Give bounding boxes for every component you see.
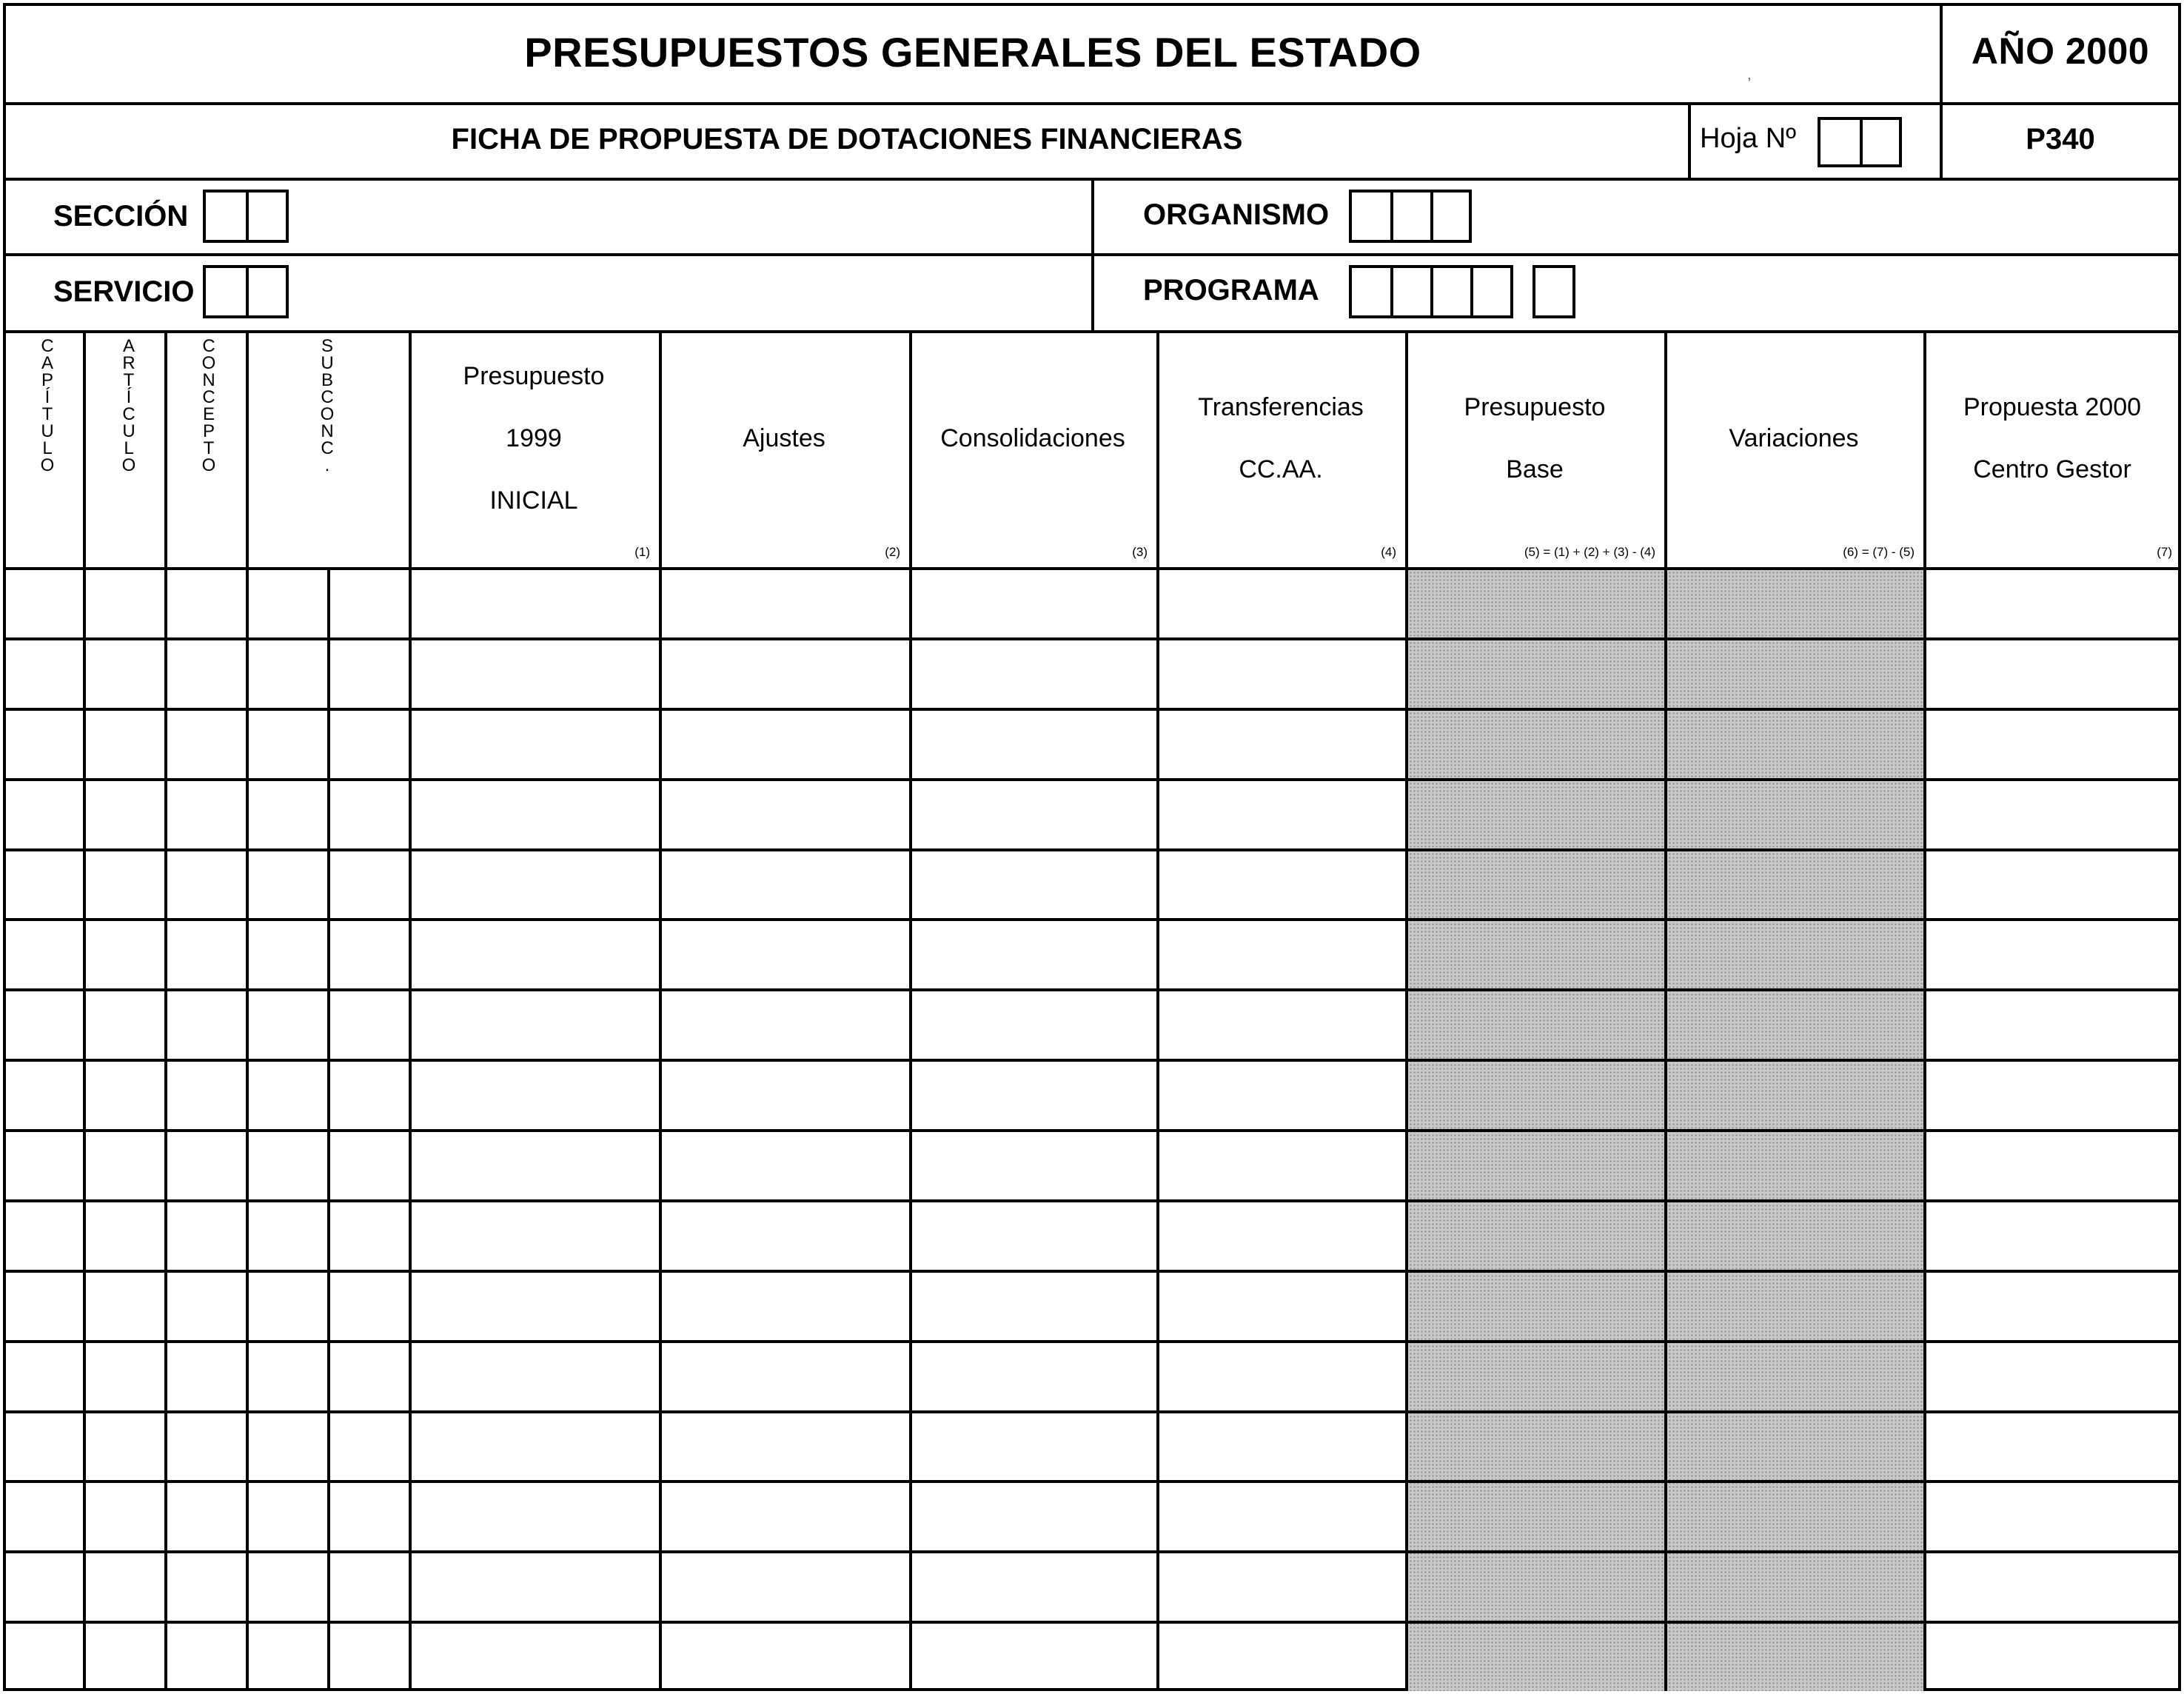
table-cell[interactable] — [86, 640, 164, 708]
table-cell[interactable] — [662, 1062, 909, 1129]
seccion-input-boxes[interactable] — [203, 190, 289, 243]
table-cell[interactable] — [412, 1553, 659, 1621]
table-cell[interactable] — [1408, 851, 1664, 918]
capitulo-header-letter: C — [41, 336, 54, 356]
table-cell[interactable] — [1667, 1132, 1923, 1199]
table-cell[interactable] — [1926, 1553, 2181, 1621]
propuesta-2000-centro-gestor-header — [1923, 376, 2181, 500]
table-cell[interactable] — [1667, 1413, 1923, 1480]
table-cell[interactable] — [249, 851, 327, 918]
table-cell[interactable] — [412, 1483, 659, 1550]
table-cell[interactable] — [662, 1624, 909, 1691]
table-cell[interactable] — [86, 1413, 164, 1480]
hoja-label: Hoja Nº — [1700, 123, 1797, 154]
articulo-header-letter: U — [122, 421, 135, 441]
table-cell[interactable] — [1159, 711, 1405, 778]
table-cell[interactable] — [86, 1483, 164, 1550]
table-cell[interactable] — [6, 781, 83, 848]
table-cell[interactable] — [1667, 640, 1923, 708]
table-cell[interactable] — [912, 1202, 1156, 1270]
table-cell[interactable] — [6, 1202, 83, 1270]
form-subtitle: FICHA DE PROPUESTA DE DOTACIONES FINANCIERAS — [451, 123, 1243, 155]
hoja-number-boxes[interactable] — [1818, 117, 1902, 167]
consolidaciones-header — [909, 407, 1156, 469]
concepto-header-letter: O — [201, 353, 216, 373]
table-cell[interactable] — [6, 991, 83, 1059]
servicio-label: SERVICIO — [53, 275, 195, 308]
table-cell[interactable] — [912, 640, 1156, 708]
table-cell[interactable] — [412, 781, 659, 848]
table-cell[interactable] — [662, 1343, 909, 1410]
table-cell[interactable] — [1667, 991, 1923, 1059]
table-cell[interactable] — [249, 570, 327, 637]
table-cell[interactable] — [167, 781, 246, 848]
capitulo-header-letter: U — [41, 421, 54, 441]
table-cell[interactable] — [1408, 1062, 1664, 1129]
presupuesto-base-footnote: (5) = (1) + (2) + (3) - (4) — [1524, 545, 1655, 559]
table-cell[interactable] — [912, 1483, 1156, 1550]
table-cell[interactable] — [1159, 1413, 1405, 1480]
table-cell[interactable] — [912, 921, 1156, 988]
table-cell[interactable] — [662, 1202, 909, 1270]
transferencias-ccaa-header — [1156, 376, 1405, 500]
table-cell[interactable] — [249, 1343, 327, 1410]
table-cell[interactable] — [912, 991, 1156, 1059]
table-cell[interactable] — [167, 851, 246, 918]
table-cell[interactable] — [662, 781, 909, 848]
table-cell[interactable] — [249, 1132, 327, 1199]
table-cell[interactable] — [249, 640, 327, 708]
capitulo-header-letter: Í — [44, 387, 50, 407]
table-cell[interactable] — [662, 1413, 909, 1480]
table-cell[interactable] — [1159, 991, 1405, 1059]
table-cell[interactable] — [330, 1202, 409, 1270]
column-divider — [246, 330, 249, 567]
table-cell[interactable] — [6, 1132, 83, 1199]
variaciones-header-line: Variaciones — [1729, 424, 1859, 452]
presupuesto-base-header — [1405, 376, 1664, 500]
ajustes-footnote: (2) — [885, 545, 900, 559]
table-cell[interactable] — [330, 781, 409, 848]
propuesta-2000-centro-gestor-footnote: (7) — [2157, 545, 2172, 559]
table-cell[interactable] — [1408, 781, 1664, 848]
column-divider — [83, 330, 86, 567]
table-cell[interactable] — [86, 1624, 164, 1691]
table-cell[interactable] — [249, 1483, 327, 1550]
capitulo-header-letter: P — [41, 370, 53, 390]
consolidaciones-footnote: (3) — [1132, 545, 1148, 559]
table-cell[interactable] — [1159, 781, 1405, 848]
table-cell[interactable] — [1408, 921, 1664, 988]
table-cell[interactable] — [6, 851, 83, 918]
table-cell[interactable] — [330, 851, 409, 918]
programa-input-boxes[interactable] — [1349, 265, 1513, 318]
subconc-header-letter: C — [321, 387, 334, 407]
ajustes-header-line: Ajustes — [743, 424, 825, 452]
capitulo-header-letter: O — [40, 455, 55, 475]
table-cell[interactable] — [330, 991, 409, 1059]
table-cell[interactable] — [6, 1483, 83, 1550]
table-cell[interactable] — [86, 1202, 164, 1270]
table-cell[interactable] — [1667, 1202, 1923, 1270]
column-divider — [164, 330, 167, 567]
table-cell[interactable] — [86, 1132, 164, 1199]
table-cell[interactable] — [330, 640, 409, 708]
table-cell[interactable] — [912, 1413, 1156, 1480]
stray-mark: , — [1747, 67, 1752, 83]
table-cell[interactable] — [86, 570, 164, 637]
table-cell[interactable] — [1667, 1483, 1923, 1550]
table-cell[interactable] — [86, 921, 164, 988]
table-cell[interactable] — [167, 1483, 246, 1550]
table-cell[interactable] — [1408, 1202, 1664, 1270]
subconc-header — [312, 338, 342, 474]
articulo-header-letter: T — [123, 370, 135, 390]
table-cell[interactable] — [249, 1273, 327, 1340]
subconc-header-letter: U — [321, 353, 334, 373]
propuesta-2000-centro-gestor-header-line: Propuesta 2000 — [1963, 393, 2142, 421]
capitulo-header-letter: A — [41, 353, 53, 373]
table-cell[interactable] — [412, 1132, 659, 1199]
capitulo-header — [33, 338, 62, 474]
table-cell[interactable] — [6, 1273, 83, 1340]
table-cell[interactable] — [167, 1553, 246, 1621]
programa-label: PROGRAMA — [1143, 274, 1319, 307]
table-cell[interactable] — [249, 921, 327, 988]
table-cell[interactable] — [1926, 1273, 2181, 1340]
table-cell[interactable] — [412, 921, 659, 988]
table-cell[interactable] — [1408, 1343, 1664, 1410]
table-cell[interactable] — [1408, 1273, 1664, 1340]
table-cell[interactable] — [412, 1273, 659, 1340]
table-cell[interactable] — [330, 1624, 409, 1691]
divider-line — [3, 102, 2181, 105]
consolidaciones-header-line: Consolidaciones — [940, 424, 1125, 452]
table-cell[interactable] — [6, 1553, 83, 1621]
table-cell[interactable] — [1159, 1343, 1405, 1410]
table-cell[interactable] — [249, 1202, 327, 1270]
table-cell[interactable] — [6, 1624, 83, 1691]
table-cell[interactable] — [330, 570, 409, 637]
table-cell[interactable] — [1408, 711, 1664, 778]
concepto-header — [194, 338, 224, 474]
subconc-header-letter: N — [321, 421, 334, 441]
table-cell[interactable] — [86, 1062, 164, 1129]
table-cell[interactable] — [1159, 851, 1405, 918]
table-cell[interactable] — [249, 781, 327, 848]
table-cell[interactable] — [662, 1483, 909, 1550]
table-cell[interactable] — [412, 570, 659, 637]
subconc-header-letter: O — [320, 404, 335, 424]
concepto-header-letter: T — [203, 438, 215, 458]
table-cell[interactable] — [86, 1273, 164, 1340]
table-cell[interactable] — [412, 1202, 659, 1270]
table-cell[interactable] — [1926, 570, 2181, 637]
table-cell[interactable] — [662, 991, 909, 1059]
table-cell[interactable] — [167, 640, 246, 708]
articulo-header-letter: C — [122, 404, 135, 424]
table-cell[interactable] — [1408, 1553, 1664, 1621]
table-cell[interactable] — [249, 1553, 327, 1621]
table-cell[interactable] — [167, 1202, 246, 1270]
table-cell[interactable] — [1667, 851, 1923, 918]
subconc-header-letter: B — [321, 370, 333, 390]
presupuesto-1999-inicial-header-line: Presupuesto — [463, 362, 605, 390]
presupuesto-1999-inicial-footnote: (1) — [634, 545, 650, 559]
table-cell[interactable] — [167, 1413, 246, 1480]
table-cell[interactable] — [6, 1343, 83, 1410]
table-cell[interactable] — [249, 1413, 327, 1480]
table-cell[interactable] — [662, 1132, 909, 1199]
table-cell[interactable] — [1926, 711, 2181, 778]
table-cell[interactable] — [662, 1553, 909, 1621]
table-cell[interactable] — [6, 640, 83, 708]
table-cell[interactable] — [330, 1483, 409, 1550]
table-cell[interactable] — [1667, 1624, 1923, 1691]
table-cell[interactable] — [1408, 570, 1664, 637]
subconc-header-letter: C — [321, 438, 334, 458]
table-cell[interactable] — [662, 640, 909, 708]
table-cell[interactable] — [1926, 921, 2181, 988]
table-cell[interactable] — [1926, 1202, 2181, 1270]
table-cell[interactable] — [1159, 1062, 1405, 1129]
table-cell[interactable] — [1159, 640, 1405, 708]
table-cell[interactable] — [912, 1624, 1156, 1691]
table-cell[interactable] — [330, 1553, 409, 1621]
table-cell[interactable] — [1159, 1273, 1405, 1340]
table-cell[interactable] — [330, 1062, 409, 1129]
variaciones-footnote: (6) = (7) - (5) — [1843, 545, 1915, 559]
servicio-input-boxes[interactable] — [203, 265, 289, 318]
table-cell[interactable] — [1667, 781, 1923, 848]
table-cell[interactable] — [1408, 1413, 1664, 1480]
articulo-header — [114, 338, 144, 474]
table-cell[interactable] — [1408, 991, 1664, 1059]
table-cell[interactable] — [1159, 1624, 1405, 1691]
table-cell[interactable] — [1926, 1624, 2181, 1691]
ajustes-header — [659, 407, 909, 469]
table-cell[interactable] — [1926, 1132, 2181, 1199]
subconc-header-letter: S — [321, 336, 333, 356]
table-cell[interactable] — [6, 570, 83, 637]
form-code: P340 — [2026, 123, 2095, 155]
table-cell[interactable] — [912, 711, 1156, 778]
programa-suffix-box[interactable] — [1533, 265, 1575, 318]
concepto-header-letter: E — [202, 404, 215, 424]
table-cell[interactable] — [412, 1343, 659, 1410]
table-cell[interactable] — [1667, 1343, 1923, 1410]
table-cell[interactable] — [412, 851, 659, 918]
table-cell[interactable] — [1667, 1273, 1923, 1340]
year-label: AÑO 2000 — [1971, 30, 2150, 72]
table-cell[interactable] — [249, 1062, 327, 1129]
table-cell[interactable] — [1408, 640, 1664, 708]
articulo-header-letter: A — [122, 336, 135, 356]
table-cell[interactable] — [412, 711, 659, 778]
concepto-header-letter: C — [202, 387, 215, 407]
presupuesto-1999-inicial-header-line: 1999 — [506, 424, 562, 452]
table-cell[interactable] — [6, 1413, 83, 1480]
table-cell[interactable] — [912, 570, 1156, 637]
articulo-header-letter: R — [122, 353, 135, 373]
table-cell[interactable] — [1926, 851, 2181, 918]
table-cell[interactable] — [330, 1132, 409, 1199]
table-cell[interactable] — [167, 1273, 246, 1340]
table-cell[interactable] — [1667, 1553, 1923, 1621]
organismo-input-boxes[interactable] — [1349, 190, 1472, 243]
table-cell[interactable] — [249, 711, 327, 778]
presupuesto-1999-inicial-header-line: INICIAL — [489, 486, 578, 515]
table-cell[interactable] — [662, 711, 909, 778]
hoja-divider — [1688, 102, 1691, 179]
table-cell[interactable] — [412, 1624, 659, 1691]
transferencias-ccaa-header-line: CC.AA. — [1239, 455, 1323, 483]
table-cell[interactable] — [1926, 1413, 2181, 1480]
table-cell[interactable] — [86, 851, 164, 918]
table-cell[interactable] — [912, 1132, 1156, 1199]
table-cell[interactable] — [249, 991, 327, 1059]
table-cell[interactable] — [912, 1553, 1156, 1621]
table-cell[interactable] — [1926, 991, 2181, 1059]
articulo-header-letter: O — [121, 455, 136, 475]
table-cell[interactable] — [1667, 570, 1923, 637]
table-cell[interactable] — [1926, 1343, 2181, 1410]
table-cell[interactable] — [86, 711, 164, 778]
table-cell[interactable] — [1159, 570, 1405, 637]
table-cell[interactable] — [412, 1413, 659, 1480]
subconc-header-letter: . — [324, 455, 330, 475]
table-cell[interactable] — [1159, 1483, 1405, 1550]
table-cell[interactable] — [86, 991, 164, 1059]
table-cell[interactable] — [1159, 1202, 1405, 1270]
articulo-header-letter: Í — [126, 387, 132, 407]
table-cell[interactable] — [6, 1062, 83, 1129]
presupuesto-base-header-line: Base — [1506, 455, 1564, 483]
table-cell[interactable] — [86, 1343, 164, 1410]
table-cell[interactable] — [662, 921, 909, 988]
table-cell[interactable] — [662, 851, 909, 918]
table-cell[interactable] — [330, 1343, 409, 1410]
divider-line — [3, 253, 2181, 256]
table-cell[interactable] — [330, 711, 409, 778]
transferencias-ccaa-footnote: (4) — [1381, 545, 1396, 559]
table-cell[interactable] — [167, 711, 246, 778]
table-cell[interactable] — [1667, 711, 1923, 778]
table-cell[interactable] — [1159, 1553, 1405, 1621]
table-cell[interactable] — [86, 781, 164, 848]
transferencias-ccaa-header-line: Transferencias — [1198, 393, 1364, 421]
table-cell[interactable] — [6, 921, 83, 988]
table-cell[interactable] — [912, 1273, 1156, 1340]
table-cell[interactable] — [1408, 1624, 1664, 1691]
concepto-header-letter: P — [202, 421, 215, 441]
capitulo-header-letter: T — [41, 404, 53, 424]
table-cell[interactable] — [662, 1273, 909, 1340]
table-cell[interactable] — [167, 921, 246, 988]
table-cell[interactable] — [1926, 1483, 2181, 1550]
table-cell[interactable] — [330, 921, 409, 988]
table-cell[interactable] — [330, 1413, 409, 1480]
table-cell[interactable] — [1408, 1483, 1664, 1550]
table-cell[interactable] — [1926, 1062, 2181, 1129]
articulo-header-letter: L — [124, 438, 134, 458]
table-cell[interactable] — [167, 570, 246, 637]
table-cell[interactable] — [662, 570, 909, 637]
organismo-label: ORGANISMO — [1143, 198, 1330, 231]
table-cell[interactable] — [912, 851, 1156, 918]
seccion-label: SECCIÓN — [53, 200, 189, 232]
concepto-header-letter: O — [201, 455, 216, 475]
variaciones-header — [1664, 407, 1923, 469]
table-cell[interactable] — [1667, 1062, 1923, 1129]
table-cell[interactable] — [330, 1273, 409, 1340]
table-cell[interactable] — [912, 781, 1156, 848]
table-cell[interactable] — [167, 1062, 246, 1129]
capitulo-header-letter: L — [42, 438, 53, 458]
presupuesto-base-header-line: Presupuesto — [1464, 393, 1606, 421]
concepto-header-letter: N — [202, 370, 215, 390]
table-cell[interactable] — [167, 1624, 246, 1691]
divider-line — [3, 330, 2181, 333]
presupuesto-1999-inicial-header — [409, 345, 659, 532]
table-cell[interactable] — [412, 1062, 659, 1129]
table-cell[interactable] — [167, 991, 246, 1059]
table-cell[interactable] — [1667, 921, 1923, 988]
table-cell[interactable] — [1408, 1132, 1664, 1199]
table-cell[interactable] — [912, 1062, 1156, 1129]
table-cell[interactable] — [1926, 781, 2181, 848]
table-cell[interactable] — [412, 991, 659, 1059]
propuesta-2000-centro-gestor-header-line: Centro Gestor — [1973, 455, 2131, 483]
table-cell[interactable] — [912, 1343, 1156, 1410]
table-cell[interactable] — [249, 1624, 327, 1691]
table-cell[interactable] — [167, 1343, 246, 1410]
table-cell[interactable] — [1926, 640, 2181, 708]
table-cell[interactable] — [1159, 921, 1405, 988]
table-cell[interactable] — [6, 711, 83, 778]
table-cell[interactable] — [167, 1132, 246, 1199]
table-cell[interactable] — [86, 1553, 164, 1621]
table-cell[interactable] — [1159, 1132, 1405, 1199]
concepto-header-letter: C — [202, 336, 215, 356]
form-title: PRESUPUESTOS GENERALES DEL ESTADO — [524, 29, 1421, 76]
table-cell[interactable] — [412, 640, 659, 708]
